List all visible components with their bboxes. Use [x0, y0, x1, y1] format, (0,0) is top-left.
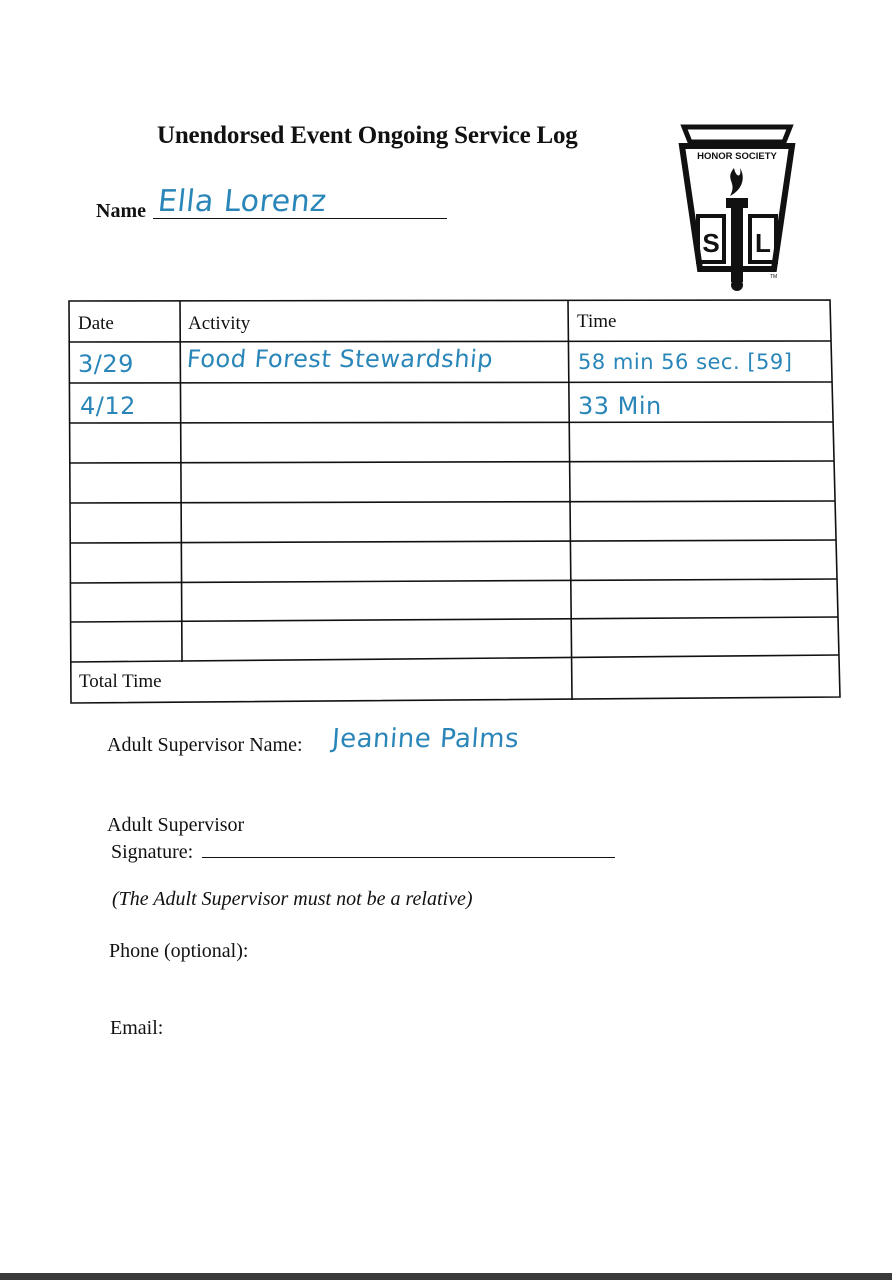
logo-text-national: NATIONAL — [712, 140, 762, 151]
header-activity: Activity — [188, 313, 251, 334]
name-value: Ella Lorenz — [156, 184, 329, 219]
supervisor-name-value: Jeanine Palms — [330, 724, 521, 754]
supervisor-signature-label-line1: Adult Supervisor — [107, 814, 245, 836]
svg-text:TM: TM — [770, 274, 778, 280]
row-2-date: 4/12 — [80, 392, 136, 420]
form-title: Unendorsed Event Ongoing Service Log — [157, 122, 578, 149]
supervisor-signature-label-line2: Signature: — [111, 841, 194, 863]
relative-note: (The Adult Supervisor must not be a relative) — [112, 888, 473, 910]
row-1-time: 58 min 56 sec. [59] — [578, 350, 793, 374]
row-1-activity: Food Forest Stewardship — [185, 345, 495, 373]
name-label: Name — [96, 200, 146, 222]
supervisor-name-label: Adult Supervisor Name: — [107, 734, 303, 756]
phone-label: Phone (optional): — [109, 940, 249, 962]
header-date: Date — [78, 313, 114, 334]
header-time: Time — [577, 311, 617, 332]
bottom-edge-bar — [0, 1273, 892, 1280]
signature-underline — [202, 857, 615, 858]
svg-text:L: L — [755, 228, 771, 258]
svg-text:S: S — [702, 228, 720, 258]
row-2-time: 33 Min — [578, 392, 662, 420]
logo-text-honor-society: HONOR SOCIETY — [697, 151, 777, 162]
total-time-label: Total Time — [79, 671, 162, 692]
email-label: Email: — [110, 1017, 164, 1039]
row-1-date: 3/29 — [78, 350, 134, 378]
